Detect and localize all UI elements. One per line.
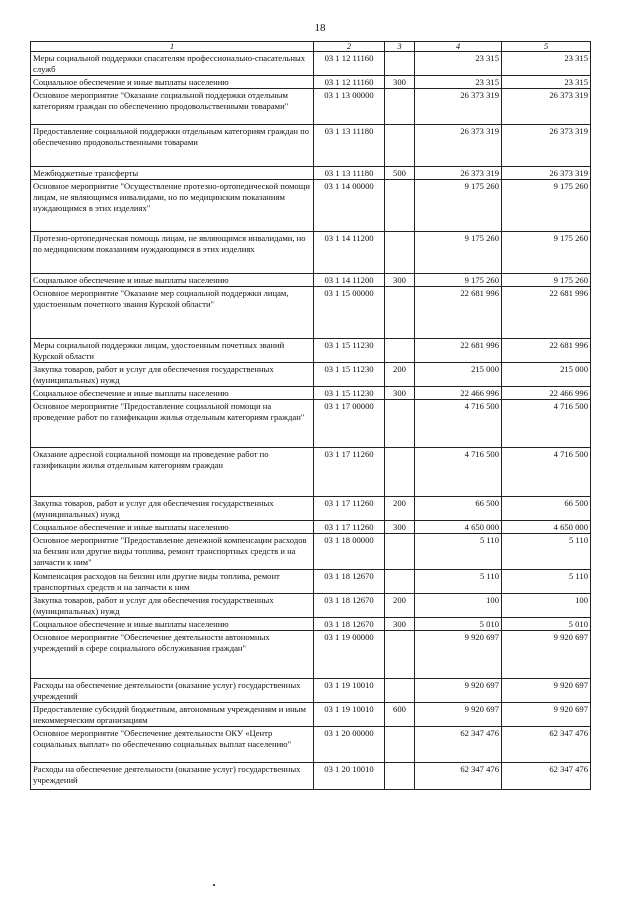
row-amount-col5: 9 920 697	[502, 679, 591, 703]
table-row	[31, 125, 591, 167]
row-amount-col4: 62 347 476	[415, 727, 502, 763]
row-expense-type	[385, 763, 415, 790]
table-row	[31, 497, 591, 521]
row-amount-col5: 5 110	[502, 534, 591, 570]
row-amount-col4: 9 920 697	[415, 679, 502, 703]
row-amount-col5: 26 373 319	[502, 89, 591, 125]
row-amount-col4: 5 110	[415, 570, 502, 594]
row-expense-type: 300	[385, 274, 415, 287]
table-body	[31, 52, 591, 790]
row-code: 03 1 13 11180	[314, 167, 385, 180]
header-col-2: 2	[314, 42, 385, 52]
page-number: 18	[314, 22, 326, 34]
row-expense-type	[385, 287, 415, 339]
row-expense-type: 200	[385, 363, 415, 387]
row-amount-col4: 23 315	[415, 76, 502, 89]
row-amount-col4: 5 110	[415, 534, 502, 570]
row-name: Расходы на обеспечение деятельности (оказание услуг) государственных учреждений	[31, 763, 314, 790]
row-expense-type: 600	[385, 703, 415, 727]
row-name: Протезно-ортопедическая помощь лицам, не являющимся инвалидами, но по медицинским показаниям нуждающимся в этих изделиях	[31, 232, 314, 274]
row-amount-col5: 5 010	[502, 618, 591, 631]
row-name: Основное мероприятие "Оказание социальной поддержки отдельным категориям граждан по обеспечению продовольственными товарами"	[31, 89, 314, 125]
row-amount-col5: 9 175 260	[502, 232, 591, 274]
row-expense-type	[385, 400, 415, 448]
row-code: 03 1 19 10010	[314, 703, 385, 727]
table-header-row	[31, 42, 591, 52]
table-row	[31, 727, 591, 763]
row-amount-col4: 215 000	[415, 363, 502, 387]
row-amount-col5: 4 650 000	[502, 521, 591, 534]
row-amount-col5: 215 000	[502, 363, 591, 387]
row-expense-type: 500	[385, 167, 415, 180]
row-code: 03 1 14 00000	[314, 180, 385, 232]
row-amount-col5: 62 347 476	[502, 763, 591, 790]
row-name: Расходы на обеспечение деятельности (оказание услуг) государственных учреждений	[31, 679, 314, 703]
row-name: Основное мероприятие "Обеспечение деятельности ОКУ «Центр социальных выплат» по обеспечению социальных выплат населению"	[31, 727, 314, 763]
table-row	[31, 339, 591, 363]
table-row	[31, 631, 591, 679]
table-row	[31, 232, 591, 274]
row-amount-col4: 100	[415, 594, 502, 618]
table-row	[31, 89, 591, 125]
table-row	[31, 400, 591, 448]
row-expense-type	[385, 180, 415, 232]
row-expense-type: 200	[385, 594, 415, 618]
row-expense-type: 200	[385, 497, 415, 521]
table-row	[31, 180, 591, 232]
row-name: Основное мероприятие "Обеспечение деятельности автономных учреждений в сфере социального обслуживания граждан"	[31, 631, 314, 679]
row-code: 03 1 12 11160	[314, 52, 385, 76]
row-amount-col5: 66 500	[502, 497, 591, 521]
table-row	[31, 274, 591, 287]
row-name: Основное мероприятие "Предоставление денежной компенсации расходов на бензин или другие виды топлива, ремонт транспортных средств и на запчасти к ним"	[31, 534, 314, 570]
row-name: Межбюджетные трансферты	[31, 167, 314, 180]
row-amount-col4: 9 920 697	[415, 703, 502, 727]
row-code: 03 1 15 11230	[314, 363, 385, 387]
table-row	[31, 76, 591, 89]
header-col-1: 1	[31, 42, 314, 52]
row-code: 03 1 17 11260	[314, 521, 385, 534]
row-amount-col4: 26 373 319	[415, 125, 502, 167]
row-amount-col5: 9 920 697	[502, 703, 591, 727]
row-expense-type	[385, 125, 415, 167]
row-expense-type: 300	[385, 618, 415, 631]
row-name: Предоставление субсидий бюджетным, автономным учреждениям и иным некоммерческим организациям	[31, 703, 314, 727]
budget-table	[30, 41, 591, 790]
row-amount-col5: 62 347 476	[502, 727, 591, 763]
scan-speck	[213, 884, 215, 886]
row-code: 03 1 17 11260	[314, 448, 385, 497]
row-name: Компенсация расходов на бензин или другие виды топлива, ремонт транспортных средств и на запчасти к ним	[31, 570, 314, 594]
row-code: 03 1 20 00000	[314, 727, 385, 763]
row-code: 03 1 19 00000	[314, 631, 385, 679]
row-name: Меры социальной поддержки лицам, удостоенным почетных званий Курской области	[31, 339, 314, 363]
row-name: Социальное обеспечение и иные выплаты населению	[31, 618, 314, 631]
row-code: 03 1 15 11230	[314, 339, 385, 363]
table-row	[31, 534, 591, 570]
row-code: 03 1 20 10010	[314, 763, 385, 790]
row-amount-col4: 9 175 260	[415, 180, 502, 232]
row-name: Основное мероприятие "Осуществление протезно-ортопедической помощи лицам, не являющимся инвалидами, но по медицинским показаниям нуждающимся в этих изделиях"	[31, 180, 314, 232]
row-code: 03 1 17 11260	[314, 497, 385, 521]
row-amount-col4: 26 373 319	[415, 89, 502, 125]
table-row	[31, 618, 591, 631]
row-expense-type	[385, 727, 415, 763]
row-amount-col4: 9 920 697	[415, 631, 502, 679]
row-expense-type: 300	[385, 76, 415, 89]
row-amount-col5: 4 716 500	[502, 400, 591, 448]
table-row	[31, 363, 591, 387]
row-code: 03 1 18 00000	[314, 534, 385, 570]
row-code: 03 1 12 11160	[314, 76, 385, 89]
row-amount-col5: 23 315	[502, 76, 591, 89]
row-amount-col5: 22 681 996	[502, 339, 591, 363]
row-expense-type: 300	[385, 521, 415, 534]
table-row	[31, 448, 591, 497]
row-amount-col4: 9 175 260	[415, 274, 502, 287]
row-amount-col5: 100	[502, 594, 591, 618]
row-code: 03 1 18 12670	[314, 570, 385, 594]
row-name: Закупка товаров, работ и услуг для обеспечения государственных (муниципальных) нужд	[31, 594, 314, 618]
header-col-4: 4	[415, 42, 502, 52]
table-row	[31, 703, 591, 727]
row-name: Социальное обеспечение и иные выплаты населению	[31, 521, 314, 534]
table-row	[31, 521, 591, 534]
row-code: 03 1 14 11200	[314, 232, 385, 274]
table-row	[31, 594, 591, 618]
row-amount-col5: 5 110	[502, 570, 591, 594]
row-amount-col5: 9 175 260	[502, 180, 591, 232]
row-amount-col5: 4 716 500	[502, 448, 591, 497]
row-name: Социальное обеспечение и иные выплаты населению	[31, 387, 314, 400]
row-amount-col5: 26 373 319	[502, 125, 591, 167]
table-row	[31, 679, 591, 703]
row-amount-col4: 22 681 996	[415, 339, 502, 363]
row-amount-col4: 4 716 500	[415, 400, 502, 448]
row-code: 03 1 15 00000	[314, 287, 385, 339]
row-name: Меры социальной поддержки спасателям профессионально-спасательных служб	[31, 52, 314, 76]
row-amount-col4: 22 466 996	[415, 387, 502, 400]
row-code: 03 1 18 12670	[314, 618, 385, 631]
row-amount-col4: 22 681 996	[415, 287, 502, 339]
row-amount-col4: 4 716 500	[415, 448, 502, 497]
table-row	[31, 167, 591, 180]
row-expense-type	[385, 570, 415, 594]
row-name: Оказание адресной социальной помощи на проведение работ по газификации жилья отдельным категориям граждан	[31, 448, 314, 497]
row-expense-type: 300	[385, 387, 415, 400]
row-expense-type	[385, 52, 415, 76]
row-name: Закупка товаров, работ и услуг для обеспечения государственных (муниципальных) нужд	[31, 497, 314, 521]
header-col-3: 3	[385, 42, 415, 52]
row-code: 03 1 19 10010	[314, 679, 385, 703]
row-code: 03 1 14 11200	[314, 274, 385, 287]
row-amount-col4: 4 650 000	[415, 521, 502, 534]
row-code: 03 1 18 12670	[314, 594, 385, 618]
row-expense-type	[385, 448, 415, 497]
row-name: Предоставление социальной поддержки отдельным категориям граждан по обеспечению продовольственными товарами	[31, 125, 314, 167]
row-name: Основное мероприятие "Оказание мер социальной поддержки лицам, удостоенным почетного звания Курской области"	[31, 287, 314, 339]
row-name: Социальное обеспечение и иные выплаты населению	[31, 76, 314, 89]
header-col-5: 5	[502, 42, 591, 52]
row-amount-col5: 22 681 996	[502, 287, 591, 339]
row-expense-type	[385, 232, 415, 274]
row-name: Основное мероприятие "Предоставление социальной помощи на проведение работ по газификации жилья отдельным категориям граждан"	[31, 400, 314, 448]
row-expense-type	[385, 679, 415, 703]
row-amount-col4: 5 010	[415, 618, 502, 631]
row-expense-type	[385, 631, 415, 679]
row-expense-type	[385, 534, 415, 570]
row-amount-col5: 22 466 996	[502, 387, 591, 400]
row-expense-type	[385, 89, 415, 125]
row-code: 03 1 13 11180	[314, 125, 385, 167]
row-amount-col5: 9 175 260	[502, 274, 591, 287]
table-row	[31, 52, 591, 76]
table-row	[31, 287, 591, 339]
row-amount-col4: 23 315	[415, 52, 502, 76]
row-code: 03 1 17 00000	[314, 400, 385, 448]
table-row	[31, 763, 591, 790]
row-amount-col5: 26 373 319	[502, 167, 591, 180]
row-amount-col4: 9 175 260	[415, 232, 502, 274]
table-row	[31, 387, 591, 400]
row-name: Закупка товаров, работ и услуг для обеспечения государственных (муниципальных) нужд	[31, 363, 314, 387]
row-amount-col4: 66 500	[415, 497, 502, 521]
row-amount-col4: 62 347 476	[415, 763, 502, 790]
row-amount-col5: 9 920 697	[502, 631, 591, 679]
row-amount-col4: 26 373 319	[415, 167, 502, 180]
row-code: 03 1 15 11230	[314, 387, 385, 400]
table-row	[31, 570, 591, 594]
row-expense-type	[385, 339, 415, 363]
row-amount-col5: 23 315	[502, 52, 591, 76]
row-name: Социальное обеспечение и иные выплаты населению	[31, 274, 314, 287]
row-code: 03 1 13 00000	[314, 89, 385, 125]
